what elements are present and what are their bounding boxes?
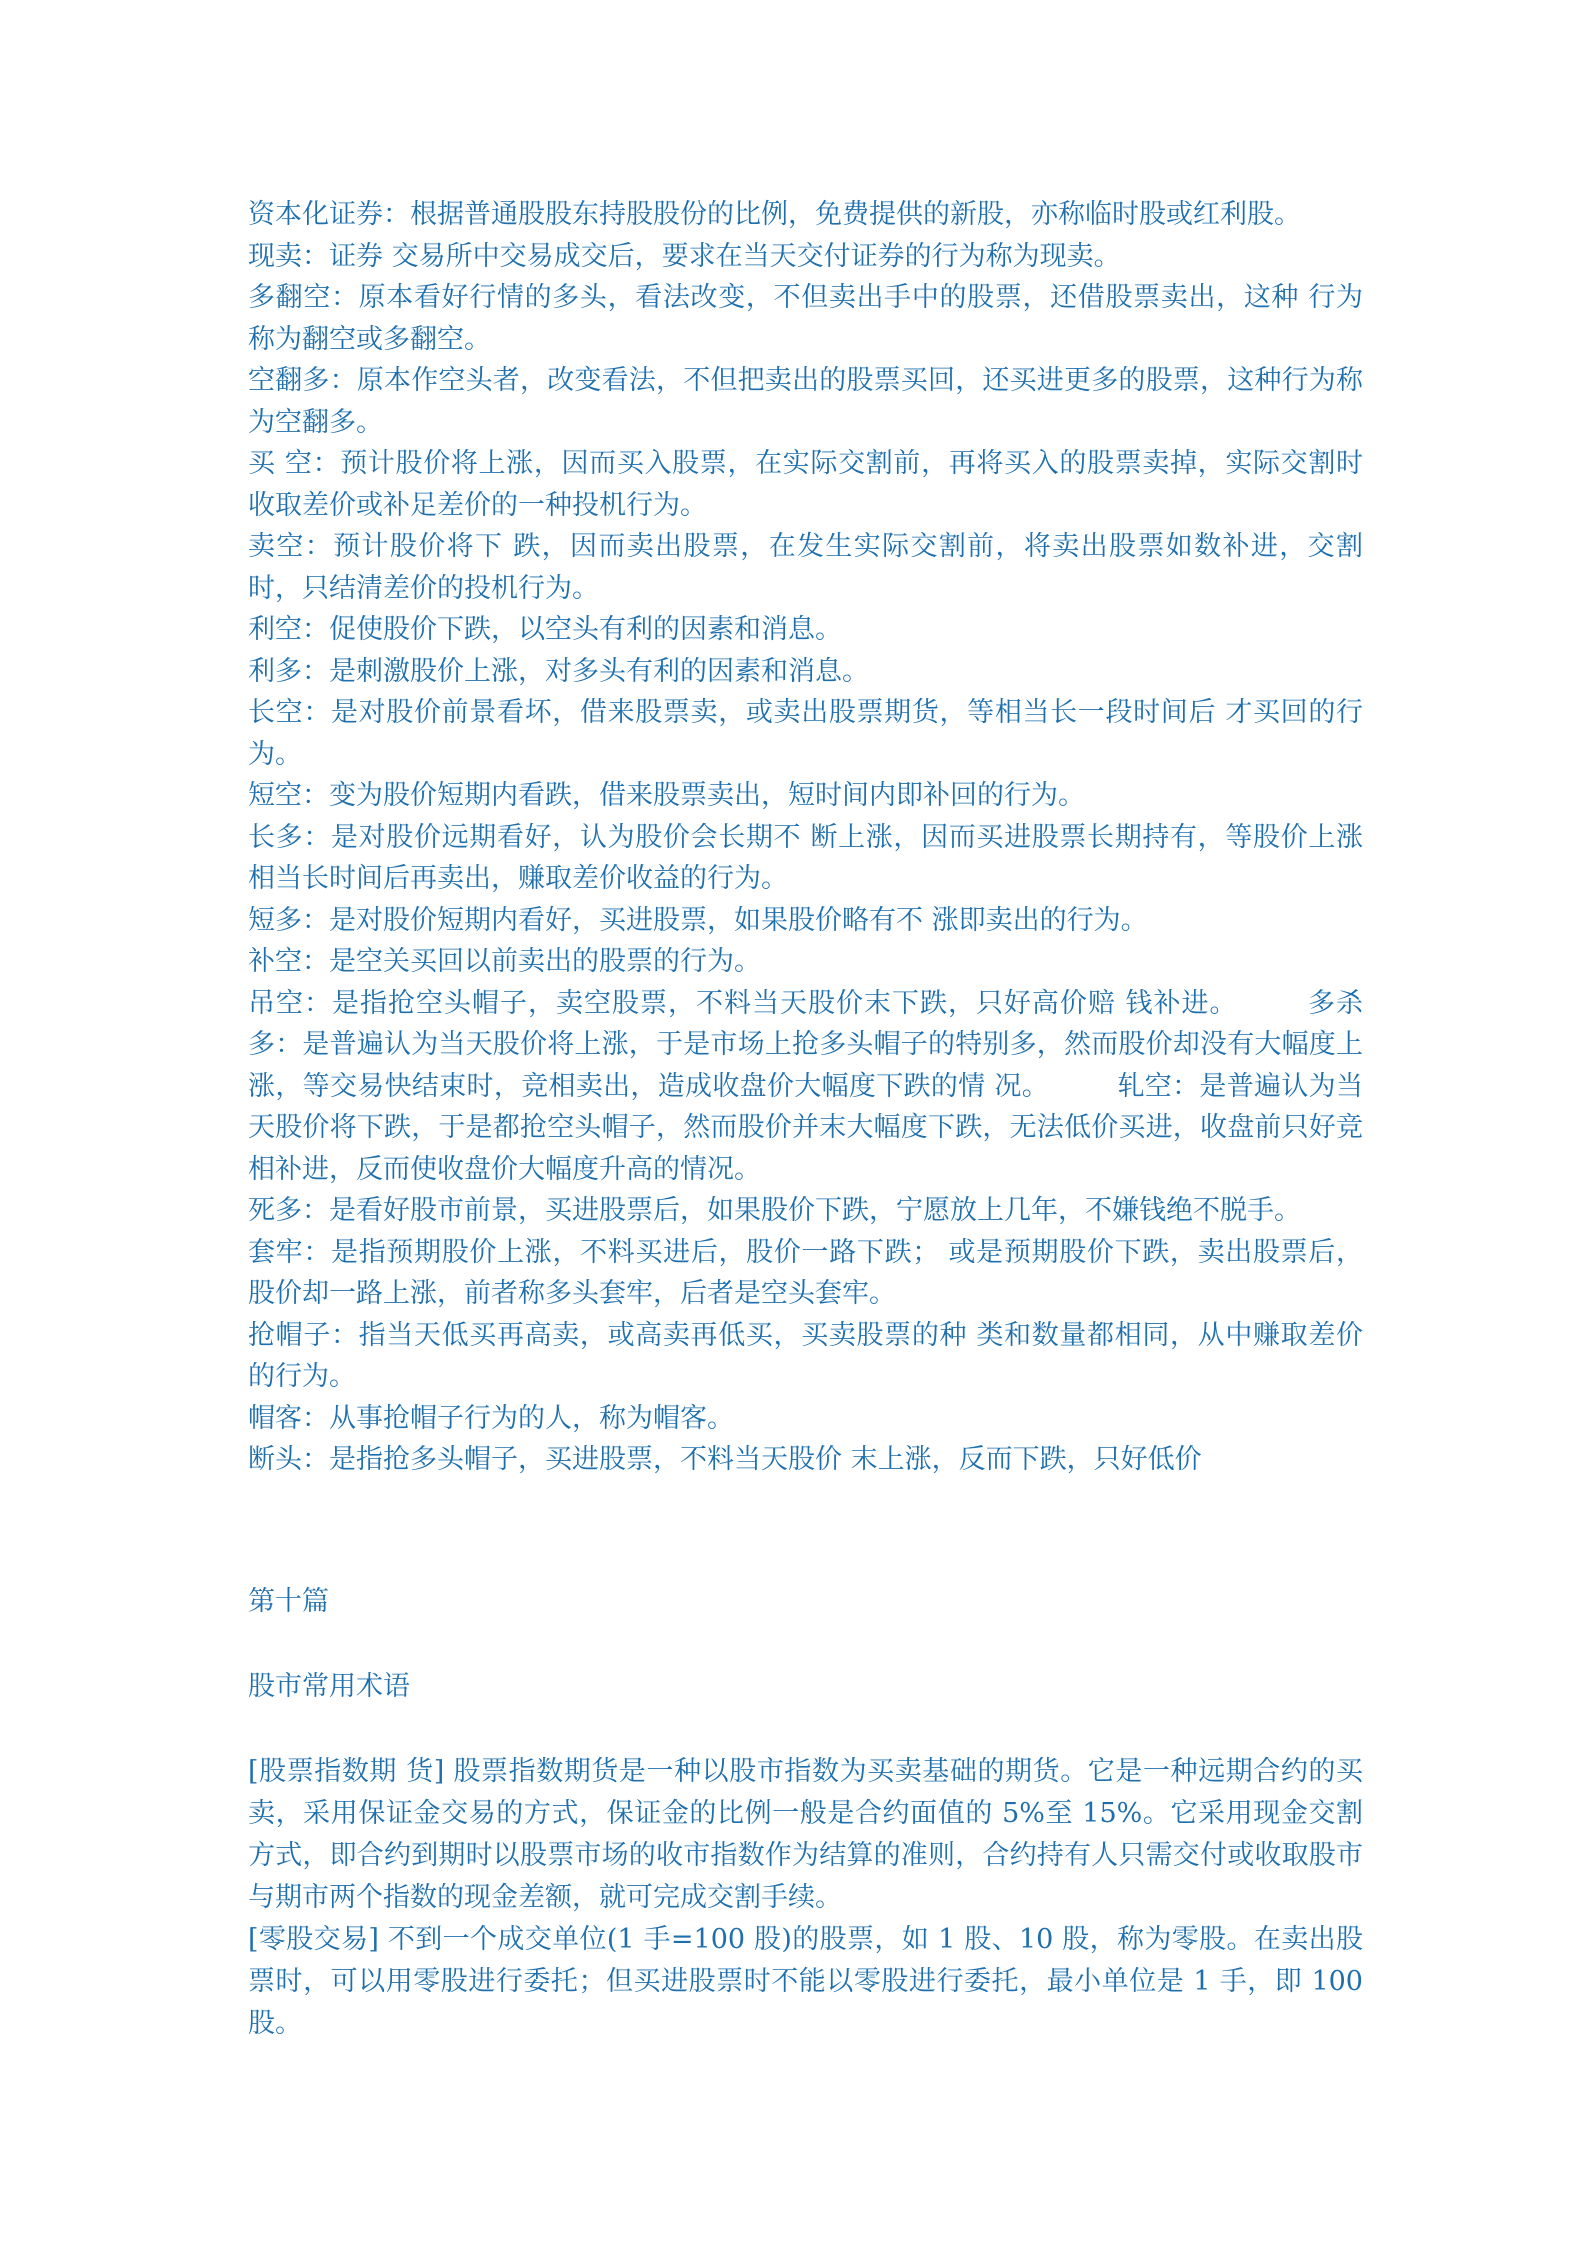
term-paragraph: 多翻空：原本看好行情的多头，看法改变，不但卖出手中的股票，还借股票卖出，这种 行为称为翻空或多翻空。 [248, 282, 1363, 355]
term-paragraph: 卖空：预计股价将下 跌，因而卖出股票，在发生实际交割前，将卖出股票如数补进，交割时，只结清差价的投机行为。 [248, 531, 1363, 604]
term-paragraph: 买 空：预计股价将上涨，因而买入股票，在实际交割前，再将买入的股票卖掉，实际交割时收取差价或补足差价的一种投机行为。 [248, 448, 1363, 521]
term-paragraph: 吊空：是指抢空头帽子，卖空股票，不料当天股价末下跌，只好高价赔 钱补进。 多杀多：是普遍认为当天股价将上涨，于是市场上抢多头帽子的特别多，然而股价却没有大幅度上涨，等交易快结束时，竞相卖出，造成收盘价大幅度下跌的情 况。 轧空：是普遍认为当天股价将下跌，于是都抢空头帽子，然而股价并末大幅度下跌，无法低价买进，收盘前只好竞相补进，反而使收盘价大幅度升高的情况。 [248, 987, 1363, 1185]
term-paragraph: 套牢：是指预期股价上涨，不料买进后，股价一路下跌； 或是预期股价下跌，卖出股票后，股价却一路上涨，前者称多头套牢，后者是空头套牢。 [248, 1236, 1363, 1309]
term-paragraph: 抢帽子：指当天低买再高卖，或高卖再低买，买卖股票的种 类和数量都相同，从中赚取差价的行为。 [248, 1319, 1363, 1392]
term-paragraph: 空翻多：原本作空头者，改变看法，不但把卖出的股票买回，还买进更多的股票，这种行为称为空翻多。 [248, 365, 1363, 438]
terms-section [248, 1751, 1363, 2045]
term-paragraph: 资本化证券：根据普通股股东持股股份的比例，免费提供的新股，亦称临时股或红利股。 [248, 199, 1301, 230]
term-paragraph: 补空：是空关买回以前卖出的股票的行为。 [248, 946, 761, 977]
term-paragraph: 短多：是对股价短期内看好，买进股票，如果股价略有不 涨即卖出的行为。 [248, 904, 1148, 936]
term-paragraph: 短空：变为股价短期内看跌，借来股票卖出，短时间内即补回的行为。 [248, 780, 1085, 811]
term-paragraph: 帽客：从事抢帽子行为的人，称为帽客。 [248, 1402, 734, 1434]
term-paragraph: 利多：是刺激股价上涨，对多头有利的因素和消息。 [248, 655, 869, 687]
term-paragraph: 长多：是对股价远期看好，认为股价会长期不 断上涨，因而买进股票长期持有，等股价上涨相当长时间后再卖出，赚取差价收益的行为。 [248, 821, 1363, 894]
term-paragraph: 现卖：证券 交易所中交易成交后，要求在当天交付证券的行为称为现卖。 [248, 240, 1121, 272]
term-paragraph: [零股交易] 不到一个成交单位(1 手=100 股)的股票，如 1 股、10 股，称为零股。在卖出股票时，可以用零股进行委托；但买进股票时不能以零股进行委托，最小单位是 1 手，即 100 股。 [248, 1924, 1363, 2039]
term-paragraph: 利空：促使股价下跌，以空头有利的因素和消息。 [248, 614, 842, 645]
term-paragraph: 断头：是指抢多头帽子，买进股票，不料当天股价 末上涨，反而下跌，只好低价 [248, 1444, 1202, 1475]
section-title: 股市常用术语 [248, 1671, 410, 1702]
chapter-heading: 第十篇 [248, 1586, 329, 1617]
term-paragraph: 死多：是看好股市前景，买进股票后，如果股价下跌，宁愿放上几年，不嫌钱绝不脱手。 [248, 1195, 1301, 1226]
term-paragraph: 长空：是对股价前景看坏，借来股票卖，或卖出股票期货，等相当长一段时间后 才买回的行为。 [248, 697, 1363, 770]
term-paragraph: [股票指数期 货] 股票指数期货是一种以股市指数为买卖基础的期货。它是一种远期合约的买卖，采用保证金交易的方式，保证金的比例一般是合约面值的 5%至 15%。它采用现金交割方式，即合约到期时以股票市场的收市指数作为结算的准则，合约持有人只需交付或收取股市与期市两个指数的现金差额，就可完成交割手续。 [248, 1756, 1363, 1913]
glossary-section [248, 194, 1363, 1481]
